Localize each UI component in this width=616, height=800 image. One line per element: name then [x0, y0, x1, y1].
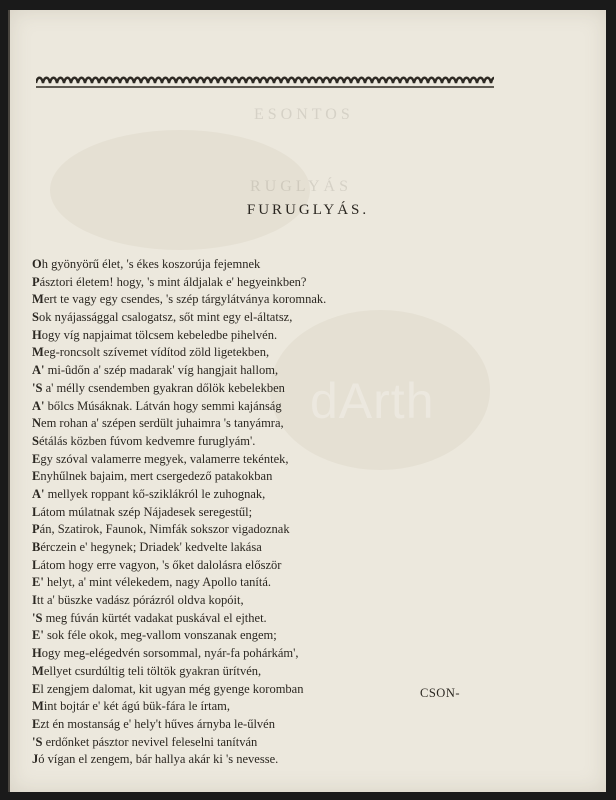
poem-line: Látom hogy erre vagyon, 's őket dalolásra először: [32, 557, 282, 572]
poem-body: [32, 256, 472, 769]
poem-line: Enyhűlnek bajaim, mert csergedező patakokban: [32, 469, 273, 484]
poem-line: Hogy víg napjaimat tölcsem kebeledbe pihelvén.: [32, 327, 278, 342]
poem-line: Hogy meg-elégedvén sorsommal, nyár-fa pohárkám',: [32, 646, 299, 661]
decorative-header-rule: [36, 76, 494, 90]
poem-title: FURUGLYÁS.: [246, 202, 370, 218]
poem-line: Pásztori életem! hogy, 's mint áldjalak e' hegyeinkben?: [32, 274, 307, 289]
show-through-text: ESONTOS: [254, 106, 354, 123]
poem-line: A' mellyek roppant kő-sziklákról le zuhognak,: [32, 486, 266, 501]
poem-line: Bérczein e' hegynek; Driadek' kedvelte lakása: [32, 540, 262, 554]
poem-line: 'S a' mélly csendemben gyakran dőlök kebelekben: [32, 380, 285, 395]
poem-line: Jó vígan el zengem, bár hallya akár ki 's nevesse.: [32, 752, 279, 767]
book-page: [8, 10, 606, 792]
poem-line: Nem rohan a' szépen serdült juhaimra 's tanyámra,: [32, 416, 284, 431]
poem-line: E' sok féle okok, meg-vallom vonszanak engem;: [32, 628, 277, 643]
poem-line: Mert te vagy egy csendes, 's szép tárgylátványa koromnak.: [32, 292, 327, 307]
poem-line: Mint bojtár e' két ágú bük-fára le írtam,: [32, 699, 231, 714]
poem-line: E' helyt, a' mint vélekedem, nagy Apollo tanítá.: [32, 575, 272, 590]
show-through-text: RUGLYÁS: [250, 178, 352, 195]
poem-line: Egy szóval valamerre megyek, valamerre tekéntek,: [32, 451, 289, 466]
poem-line: Sétálás közben fúvom kedvemre furuglyám'.: [32, 433, 256, 448]
poem-line: Ezt én mostanság e' hely't hűves árnyba le-űlvén: [32, 716, 275, 731]
poem-line: Sok nyájassággal csalogatsz, sőt mint egy el-áltatsz,: [32, 310, 293, 325]
watermark: dArth: [310, 373, 435, 429]
poem-line: Oh gyönyörű élet, 's ékes koszorúja fejemnek: [32, 257, 261, 271]
poem-line: Látom múlatnak szép Nájadesek seregestűl;: [32, 504, 253, 519]
poem-line: Mellyet csurdúltig teli töltök gyakran ürítvén,: [32, 663, 262, 678]
poem-line: 'S erdőnket pásztor nevivel feleselni tanítván: [32, 734, 258, 749]
catchword: CSON-: [420, 686, 461, 700]
poem-line: Pán, Szatirok, Faunok, Nimfák sokszor vigadoznak: [32, 522, 290, 537]
poem-line: Itt a' büszke vadász pórázról oldva kopóit,: [32, 593, 244, 608]
poem-line: Meg-roncsolt szívemet vídítod zöld ligetekben,: [32, 345, 270, 360]
poem-line: El zengjem dalomat, kit ugyan még gyenge koromban: [32, 681, 304, 696]
poem-line: 'S meg fúván kürtét vadakat puskával el ejthet.: [32, 610, 267, 625]
poem-line: A' mi-ûdőn a' szép madarak' víg hangjait hallom,: [32, 363, 279, 378]
poem-line: A' bőlcs Músáknak. Látván hogy semmi kajánság: [32, 398, 282, 413]
